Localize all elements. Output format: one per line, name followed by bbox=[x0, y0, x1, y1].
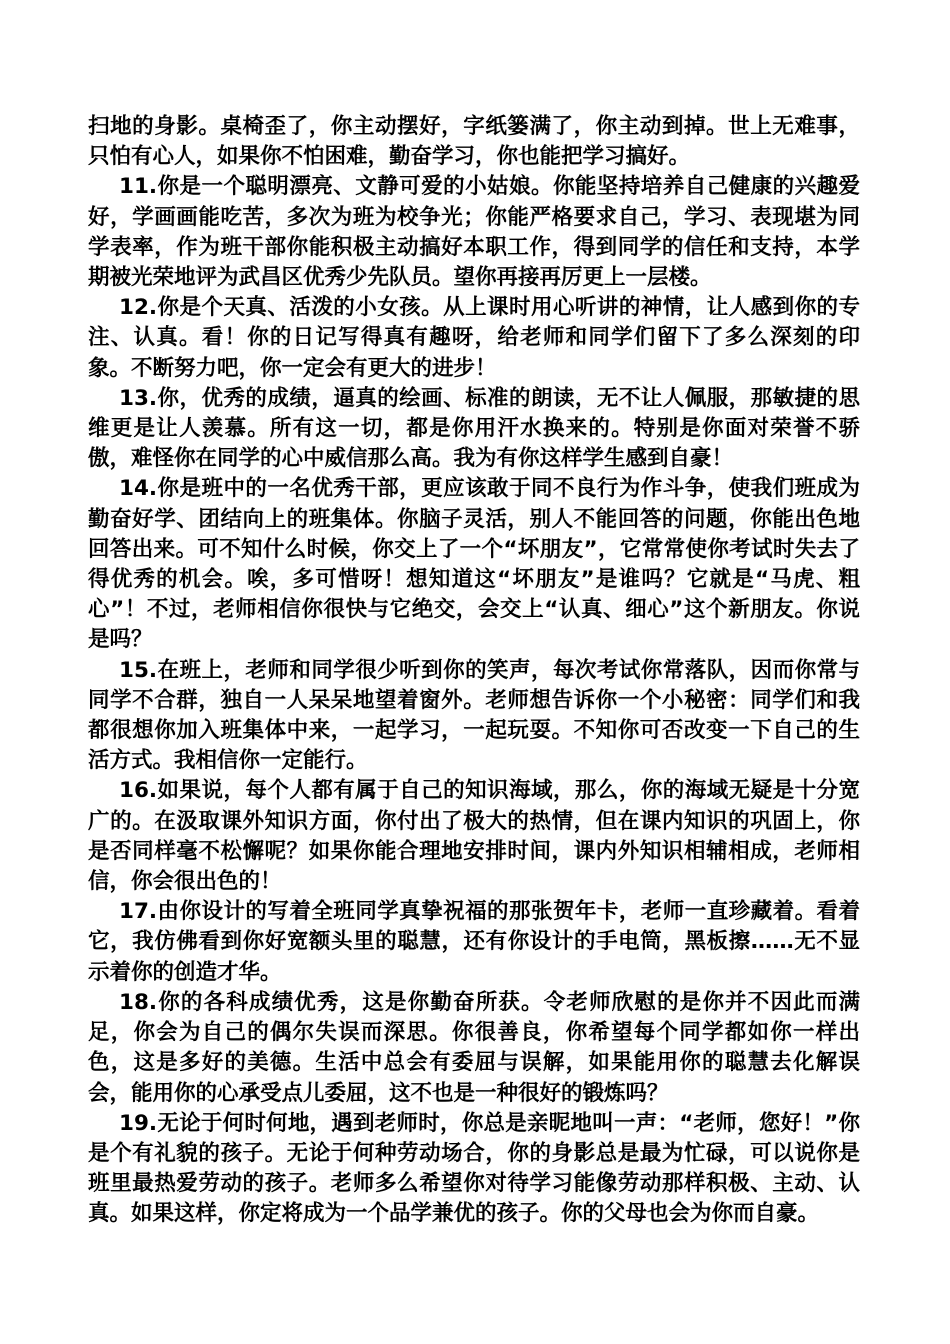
paragraph-comment-14: 14.你是班中的一名优秀干部，更应该敢于同不良行为作斗争，使我们班成为勤奋好学、团结向上的班集体。你脑子灵活，别人不能回答的问题，你能出色地回答出来。可不知什么时候，你交上了一个“坏朋友”，它常常使你考试时失去了得优秀的机会。唉，多可惜呀！想知道这“坏朋友”是谁吗？它就是“马虎、粗心”！不过，老师相信你很快与它绝交，会交上“认真、细心”这个新朋友。你说是吗？ bbox=[88, 476, 860, 653]
paragraph-comment-15: 15.在班上，老师和同学很少听到你的笑声，每次考试你常落队，因而你常与同学不合群，独自一人呆呆地望着窗外。老师想告诉你一个小秘密：同学们和我都很想你加入班集体中来，一起学习，一起玩耍。不知你可否改变一下自己的生活方式。我相信你一定能行。 bbox=[88, 657, 860, 774]
paragraph-comment-11: 11.你是一个聪明漂亮、文静可爱的小姑娘。你能坚持培养自己健康的兴趣爱好，学画画能吃苦，多次为班为校争光；你能严格要求自己，学习、表现堪为同学表率，作为班干部你能积极主动搞好本职工作，得到同学的信任和支持，本学期被光荣地评为武昌区优秀少先队员。望你再接再厉更上一层楼。 bbox=[88, 174, 860, 291]
document-page bbox=[88, 112, 860, 1230]
paragraph-comment-13: 13.你，优秀的成绩，逼真的绘画、标准的朗读，无不让人佩服，那敏捷的思维更是让人羡慕。所有这一切，都是你用汗水换来的。特别是你面对荣誉不骄傲，难怪你在同学的心中威信那么高。我为有你这样学生感到自豪！ bbox=[88, 385, 860, 472]
paragraph-comment-17: 17.由你设计的写着全班同学真挚祝福的那张贺年卡，老师一直珍藏着。看着它，我仿佛看到你好宽额头里的聪慧，还有你设计的手电筒，黑板擦……无不显示着你的创造才华。 bbox=[88, 899, 860, 985]
paragraph-comment-19: 19.无论于何时何地，遇到老师时，你总是亲昵地叫一声：“老师，您好！”你是个有礼貌的孩子。无论于何种劳动场合，你的身影总是最为忙碌，可以说你是班里最热爱劳动的孩子。老师多么希望你对待学习能像劳动那样积极、主动、认真。如果这样，你定将成为一个品学兼优的孩子。你的父母也会为你而自豪。 bbox=[88, 1110, 860, 1227]
paragraph-comment-18: 18.你的各科成绩优秀，这是你勤奋所获。令老师欣慰的是你并不因此而满足，你会为自己的偶尔失误而深思。你很善良，你希望每个同学都如你一样出色，这是多好的美德。生活中总会有委屈与误解，如果能用你的聪慧去化解误会，能用你的心承受点儿委屈，这不也是一种很好的锻炼吗？ bbox=[88, 989, 860, 1106]
paragraph-comment-16: 16.如果说，每个人都有属于自己的知识海域，那么，你的海域无疑是十分宽广的。在汲取课外知识方面，你付出了极大的热情，但在课内知识的巩固上，你是否同样毫不松懈呢？如果你能合理地安排时间，课内外知识相辅相成，老师相信，你会很出色的！ bbox=[88, 778, 860, 895]
paragraph-continuation: 扫地的身影。桌椅歪了，你主动摆好，字纸篓满了，你主动到掉。世上无难事，只怕有心人，如果你不怕困难，勤奋学习，你也能把学习搞好。 bbox=[88, 114, 860, 170]
paragraph-comment-12: 12.你是个天真、活泼的小女孩。从上课时用心听讲的神情，让人感到你的专注、认真。看！你的日记写得真有趣呀，给老师和同学们留下了多么深刻的印象。不断努力吧，你一定会有更大的进步！ bbox=[88, 295, 860, 381]
